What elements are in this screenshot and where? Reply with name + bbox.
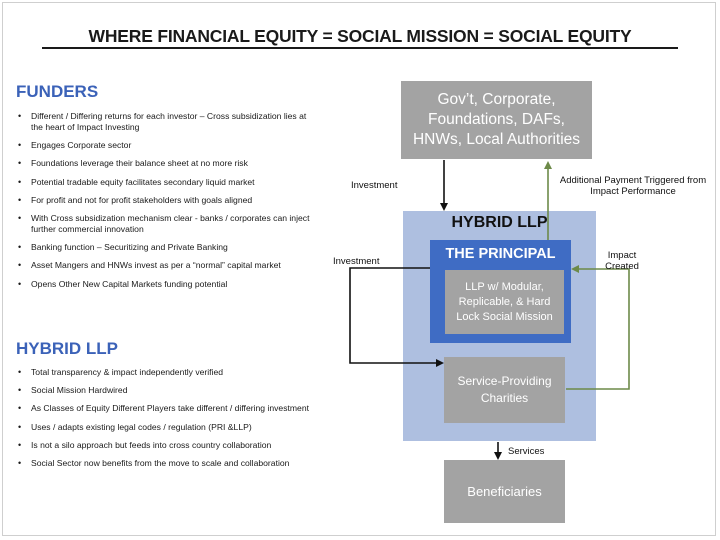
hybrid-llp-label: HYBRID LLP	[451, 214, 548, 231]
hybrid-bullet: • Total transparency & impact independently verified	[18, 367, 318, 378]
impact-arrow	[566, 269, 629, 389]
investment-label-side: Investment	[333, 256, 380, 267]
hybrid-bullet: • As Classes of Equity Different Players take different / differing investment	[18, 403, 318, 414]
funders-box: Gov’t, Corporate, Foundations, DAFs, HNWs, Local Authorities	[401, 81, 592, 159]
funders-bullet: • Engages Corporate sector	[18, 140, 318, 151]
funders-bullet: • Different / Differing returns for each investor – Cross subsidization lies at the heart of Impact Investing	[18, 111, 318, 133]
funders-bullet: • For profit and not for profit stakeholders with goals aligned	[18, 195, 318, 206]
hybrid-heading: HYBRID LLP	[16, 339, 118, 358]
funders-bullet: • Banking function – Securitizing and Private Banking	[18, 242, 318, 253]
funders-bullet: • Opens Other New Capital Markets funding potential	[18, 279, 318, 290]
impact-created-label: Impact Created	[605, 250, 639, 272]
investment-label-top: Investment	[351, 180, 398, 191]
principal-llp-box: LLP w/ Modular, Replicable, & Hard Lock Social Mission	[445, 270, 564, 334]
payment-label: Additional Payment Triggered from Impact Performance	[559, 175, 707, 197]
beneficiaries-box: Beneficiaries	[444, 460, 565, 523]
hybrid-bullet: • Social Mission Hardwired	[18, 385, 318, 396]
services-label: Services	[508, 446, 545, 457]
principal-label: THE PRINCIPAL	[445, 246, 556, 262]
hybrid-bullet: • Uses / adapts existing legal codes / regulation (PRI &LLP)	[18, 422, 318, 433]
hybrid-bullet: • Is not a silo approach but feeds into cross country collaboration	[18, 440, 318, 451]
page-title: WHERE FINANCIAL EQUITY = SOCIAL MISSION = SOCIAL EQUITY	[88, 26, 632, 46]
funders-heading: FUNDERS	[16, 82, 99, 101]
investment-arrow-loop	[350, 268, 442, 363]
funders-bullet: • Foundations leverage their balance sheet at no more risk	[18, 158, 318, 169]
funders-bullet: • With Cross subsidization mechanism clear - banks / corporates can inject further commercial innovation	[18, 213, 318, 235]
hybrid-bullet: • Social Sector now benefits from the move to scale and collaboration	[18, 458, 318, 469]
funders-bullet: • Potential tradable equity facilitates secondary liquid market	[18, 177, 318, 188]
funders-bullet: • Asset Mangers and HNWs invest as per a “normal” capital market	[18, 260, 318, 271]
charities-box: Service-Providing Charities	[444, 357, 565, 423]
